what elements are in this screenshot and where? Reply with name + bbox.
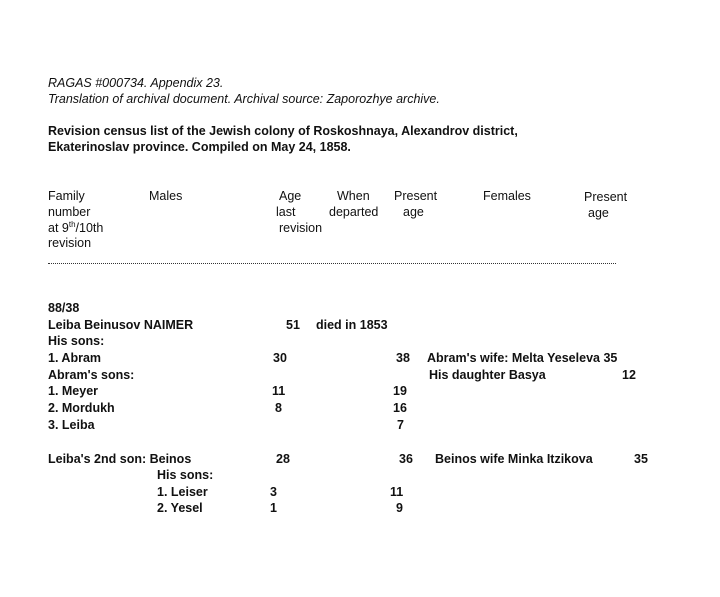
son2-name: Leiba's 2nd son: Beinos [48, 452, 192, 466]
son1-present: 38 [396, 351, 410, 365]
grandson1-name: 1. Meyer [48, 384, 99, 398]
col-males: Males [149, 189, 183, 203]
col-family-3: at 9th/10th [48, 220, 104, 236]
col-family-1: Family [48, 189, 85, 203]
his-sons-label: His sons: [48, 334, 105, 348]
grandson2-name: 2. Mordukh [48, 401, 115, 415]
col-age-1: Age [279, 189, 302, 203]
family-number: 88/38 [48, 301, 80, 315]
head-departed: died in 1853 [316, 318, 388, 332]
col-family-4: revision [48, 236, 92, 250]
abram-daughter-age: 12 [622, 368, 636, 382]
grandson1-present: 19 [393, 384, 407, 398]
grandson2-age: 8 [275, 401, 282, 415]
abram-sons-label: Abram's sons: [48, 368, 135, 382]
document-reference: RAGAS #000734. Appendix 23. [48, 76, 224, 90]
grandson5-name: 2. Yesel [157, 501, 203, 515]
header-divider [48, 263, 616, 264]
col-age-3: revision [279, 221, 323, 235]
son1-wife: Abram's wife: Melta Yeseleva 35 [427, 351, 618, 365]
col-present-1: Present [394, 189, 438, 203]
son1-age: 30 [273, 351, 287, 365]
col-age-2: last [276, 205, 296, 219]
son2-wife-age: 35 [634, 452, 648, 466]
grandson5-present: 9 [396, 501, 403, 515]
grandson1-age: 11 [272, 384, 286, 398]
son2-sons-label: His sons: [157, 468, 214, 482]
col-when-1: When [337, 189, 370, 203]
col-family-2: number [48, 205, 91, 219]
col-female-present-1: Present [584, 190, 628, 204]
son2-wife: Beinos wife Minka Itzikova [435, 452, 593, 466]
grandson4-present: 11 [390, 485, 404, 499]
col-when-2: departed [329, 205, 379, 219]
grandson3-name: 3. Leiba [48, 418, 95, 432]
son2-present: 36 [399, 452, 413, 466]
document-source: Translation of archival document. Archival source: Zaporozhye archive. [48, 92, 440, 106]
col-present-2: age [403, 205, 424, 219]
son2-age: 28 [276, 452, 290, 466]
col-females: Females [483, 189, 531, 203]
grandson2-present: 16 [393, 401, 407, 415]
title-line-1: Revision census list of the Jewish colony of Roskoshnaya, Alexandrov district, [48, 124, 518, 138]
son1-name: 1. Abram [48, 351, 102, 365]
abram-daughter: His daughter Basya [429, 368, 546, 382]
grandson3-present: 7 [397, 418, 404, 432]
col-female-present-2: age [588, 206, 609, 220]
title-line-2: Ekaterinoslav province. Compiled on May 24, 1858. [48, 140, 351, 154]
grandson4-age: 3 [270, 485, 277, 499]
head-name: Leiba Beinusov NAIMER [48, 318, 194, 332]
grandson5-age: 1 [270, 501, 277, 515]
head-age: 51 [286, 318, 300, 332]
grandson4-name: 1. Leiser [157, 485, 208, 499]
